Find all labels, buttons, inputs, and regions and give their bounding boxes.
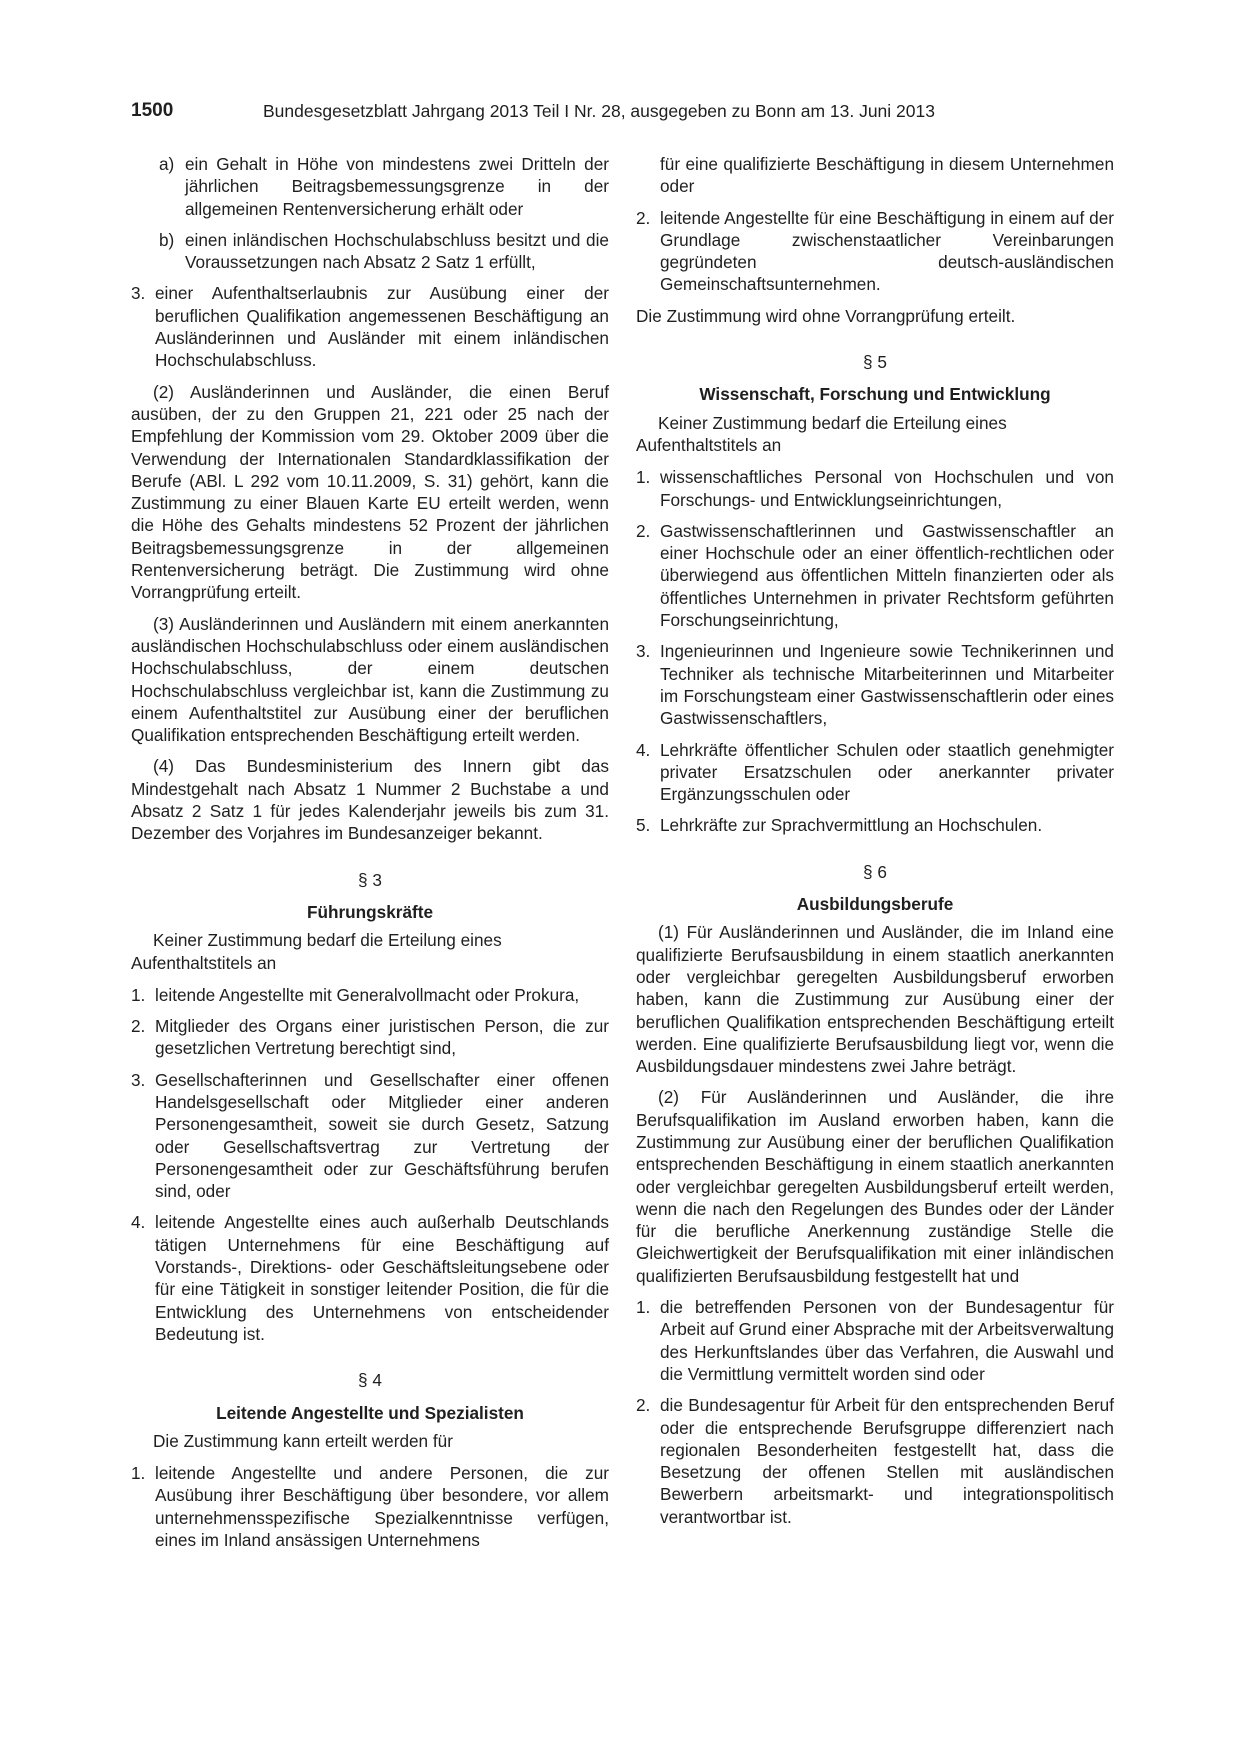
list-item-number: 2. — [636, 207, 651, 228]
closing-sentence: Die Zustimmung wird ohne Vorrangprüfung erteilt. — [636, 305, 1016, 326]
list-item-number: 3. — [131, 283, 146, 304]
list-item — [131, 1015, 609, 1060]
list-item-text: leitende Angestellte mit Generalvollmacht oder Prokura, — [155, 984, 580, 1005]
list-item-number: 3. — [131, 1069, 146, 1090]
list-item-continuation: für eine qualifizierte Beschäftigung in diesem Unternehmen oder — [660, 154, 1114, 197]
list-item-text: Lehrkräfte zur Sprachvermittlung an Hochschulen. — [660, 815, 1043, 836]
paragraph-absatz-3: (3) Ausländerinnen und Ausländern mit einem anerkannten ausländischen Hochschulabschluss oder einem ausländischen Hochschulabschluss, der einem deutschen Hochschulabschluss vergleichbar ist, kann die Zustimmung zu einem Aufenthaltstitel zur Ausübung einer der beruflichen Qualifikation entsprechenden Beschäftigung erteilt werden. — [131, 613, 609, 746]
running-head: Bundesgesetzblatt Jahrgang 2013 Teil I Nr. 28, ausgegeben zu Bonn am 13. Juni 2013 — [263, 101, 935, 121]
list-item-text: wissenschaftliches Personal von Hochschulen und von Forschungs- und Entwicklungseinrichtungen, — [660, 467, 1114, 510]
list-item-text: leitende Angestellte und andere Personen, die zur Ausübung ihrer Beschäftigung über besondere, vor allem unternehmensspezifische Spezialkenntnisse verfügen, eines im Inland ansässigen Unternehmens — [155, 1463, 609, 1551]
list-item — [131, 1069, 609, 1203]
list-item-3 — [131, 282, 609, 371]
section-title-3: Führungskräfte — [306, 901, 434, 922]
list-item-number: 5. — [636, 815, 651, 836]
section-intro-4: Die Zustimmung kann erteilt werden für — [153, 1430, 453, 1451]
list-item-text: einer Aufenthaltserlaubnis zur Ausübung einer der beruflichen Qualifikation angemessenen Beschäftigung an Ausländerinnen und Ausländer mit einem inländischen Hochschulabschluss. — [155, 283, 609, 371]
section-number-5: § 5 — [863, 352, 887, 373]
list-item-number: 1. — [636, 467, 651, 488]
list-item-text: Gesellschafterinnen und Gesellschafter einer offenen Handelsgesellschaft oder Mitglieder einer anderen Personengesamtheit, soweit sie durch Gesetz, Satzung oder Gesellschaftsvertrag zur Vertretung der Personengesamtheit oder zur Geschäftsführung berufen sind, oder — [155, 1069, 609, 1202]
list-item — [636, 640, 1114, 729]
section-number-6: § 6 — [863, 861, 887, 882]
list-item-text: ein Gehalt in Höhe von mindestens zwei Dritteln der jährlichen Beitragsbemessungsgrenze in der allgemeinen Rentenversicherung erhält oder — [185, 154, 609, 219]
paragraph-absatz-2: (2) Für Ausländerinnen und Ausländer, die ihre Berufsqualifikation im Ausland erworben haben, kann die Zustimmung zur Ausübung einer der beruflichen Qualifikation entsprechenden Beschäftigung in einem staatlich anerkannten oder vergleichbar geregelten Ausbildungsberuf erteilt werden, wenn die nach den Regelungen des Bundes oder der Länder für die berufliche Anerkennung zuständige Stelle die Gleichwertigkeit der Berufsqualifikation mit einer inländischen qualifizierten Berufsausbildung festgestellt hat und — [636, 1087, 1114, 1286]
section-title-6: Ausbildungsberufe — [796, 894, 954, 915]
list-item-number: 1. — [131, 1463, 146, 1484]
page-header — [131, 100, 1111, 126]
paragraph-absatz-1: (1) Für Ausländerinnen und Ausländer, die im Inland eine qualifizierte Berufsausbildung in einem staatlich anerkannten oder vergleichbar geregelten Ausbildungsberuf erworben haben, kann die Zustimmung zur Ausübung einer der beruflichen Qualifikation entsprechenden Beschäftigung erteilt werden. Eine qualifizierte Berufsausbildung liegt vor, wenn die Ausbildungsdauer mindestens zwei Jahre beträgt. — [636, 922, 1114, 1077]
list-item-text: Ingenieurinnen und Ingenieure sowie Technikerinnen und Techniker als technische Mitarbeiterinnen und Mitarbeiter im Forschungsteam einer Gastwissenschaftlerin oder eines Gastwissenschaftlers, — [660, 641, 1114, 729]
paragraph-absatz-2: (2) Ausländerinnen und Ausländer, die einen Beruf ausüben, der zu den Gruppen 21, 221 oder 25 nach der Empfehlung der Kommission vom 29. Oktober 2009 über die Verwendung der Internationalen Standardklassifikation der Berufe (ABl. L 292 vom 10.11.2009, S. 31) gehört, kann die Zustimmung zu einer Blauen Karte EU erteilt werden, wenn die Höhe des Gehalts mindestens 52 Prozent der jährlichen Beitragsbemessungsgrenze in der allgemeinen Rentenversicherung beträgt. Die Zustimmung wird ohne Vorrangprüfung erteilt. — [131, 381, 609, 603]
list-item — [636, 1296, 1114, 1385]
list-item-number: 2. — [636, 1395, 651, 1416]
list-item-text: einen inländischen Hochschulabschluss besitzt und die Voraussetzungen nach Absatz 2 Satz 1 erfüllt, — [185, 229, 609, 273]
list-item — [636, 814, 1114, 836]
section-number-3: § 3 — [358, 869, 382, 890]
list-item-text: die Bundesagentur für Arbeit für den entsprechenden Beruf oder die entsprechende Berufsgruppe differenziert nach regionalen Besonderheiten festgestellt hat, dass die Besetzung der offenen Stellen mit ausländischen Bewerbern arbeitsmarkt- und integrationspolitisch verantwortbar ist. — [660, 1395, 1114, 1527]
left-column — [131, 153, 609, 1560]
list-item-sub-a — [159, 153, 609, 220]
section-intro-5: Keiner Zustimmung bedarf die Erteilung eines Aufenthaltstitels an — [636, 412, 1007, 455]
list-item-text: leitende Angestellte eines auch außerhalb Deutschlands tätigen Unternehmens für eine Beschäftigung auf Vorstands-, Direktions- oder Geschäftsleitungsebene oder für eine Tätigkeit in sonstiger leitender Position, die für die Entwicklung des Unternehmens von entscheidender Bedeutung ist. — [155, 1212, 609, 1344]
list-item-text: Mitglieder des Organs einer juristischen Person, die zur gesetzlichen Vertretung berechtigt sind, — [155, 1016, 609, 1059]
list-item-number: 2. — [636, 520, 651, 541]
section-number-4: § 4 — [358, 1370, 382, 1391]
list-item-text: Gastwissenschaftlerinnen und Gastwissenschaftler an einer Hochschule oder an einer öffentlich-rechtlichen oder überwiegend aus öffentlichen Mitteln finanzierten oder als öffentliches Unternehmen in privater Rechtsform geführten Forschungseinrichtung, — [660, 520, 1114, 631]
list-item-text: Lehrkräfte öffentlicher Schulen oder staatlich genehmigter privater Ersatzschulen oder anerkannter privater Ergänzungsschulen oder — [660, 739, 1114, 805]
list-item — [636, 207, 1114, 296]
list-item-number: 1. — [131, 984, 146, 1005]
list-item — [131, 1462, 609, 1551]
section-title-4: Leitende Angestellte und Spezialisten — [216, 1402, 524, 1423]
list-item — [636, 739, 1114, 806]
list-item — [636, 1394, 1114, 1528]
section-intro-3: Keiner Zustimmung bedarf die Erteilung eines Aufenthaltstitels an — [131, 930, 502, 973]
paragraph-absatz-4: (4) Das Bundesministerium des Innern gibt das Mindestgehalt nach Absatz 1 Nummer 2 Buchstabe a und Absatz 2 Satz 1 für jedes Kalenderjahr jeweils bis zum 31. Dezember des Vorjahres im Bundesanzeiger bekannt. — [131, 756, 609, 844]
list-item — [636, 520, 1114, 631]
list-item-text: leitende Angestellte für eine Beschäftigung in einem auf der Grundlage zwischenstaatlicher Vereinbarungen gegründeten deutsch-ausländischen Gemeinschaftsunternehmen. — [660, 207, 1114, 295]
list-item-number: 4. — [131, 1212, 146, 1233]
list-item — [636, 466, 1114, 511]
list-item-number: 1. — [636, 1297, 651, 1318]
section-title-5: Wissenschaft, Forschung und Entwicklung — [699, 384, 1051, 405]
list-item-number: a) — [159, 154, 175, 174]
list-item-text: die betreffenden Personen von der Bundesagentur für Arbeit auf Grund einer Absprache mit der Arbeitsverwaltung des Herkunftslandes über das Verfahren, die Auswahl und die Vermittlung vermittelt worden sind oder — [660, 1297, 1114, 1384]
list-item — [131, 1211, 609, 1345]
list-item-number: 2. — [131, 1016, 146, 1037]
list-item — [131, 984, 609, 1006]
list-item-number: b) — [159, 229, 175, 250]
list-item-number: 3. — [636, 641, 651, 662]
page-number: 1500 — [131, 100, 174, 121]
list-item-sub-b — [159, 229, 609, 274]
list-item-number: 4. — [636, 739, 651, 760]
right-column — [636, 153, 1114, 1537]
